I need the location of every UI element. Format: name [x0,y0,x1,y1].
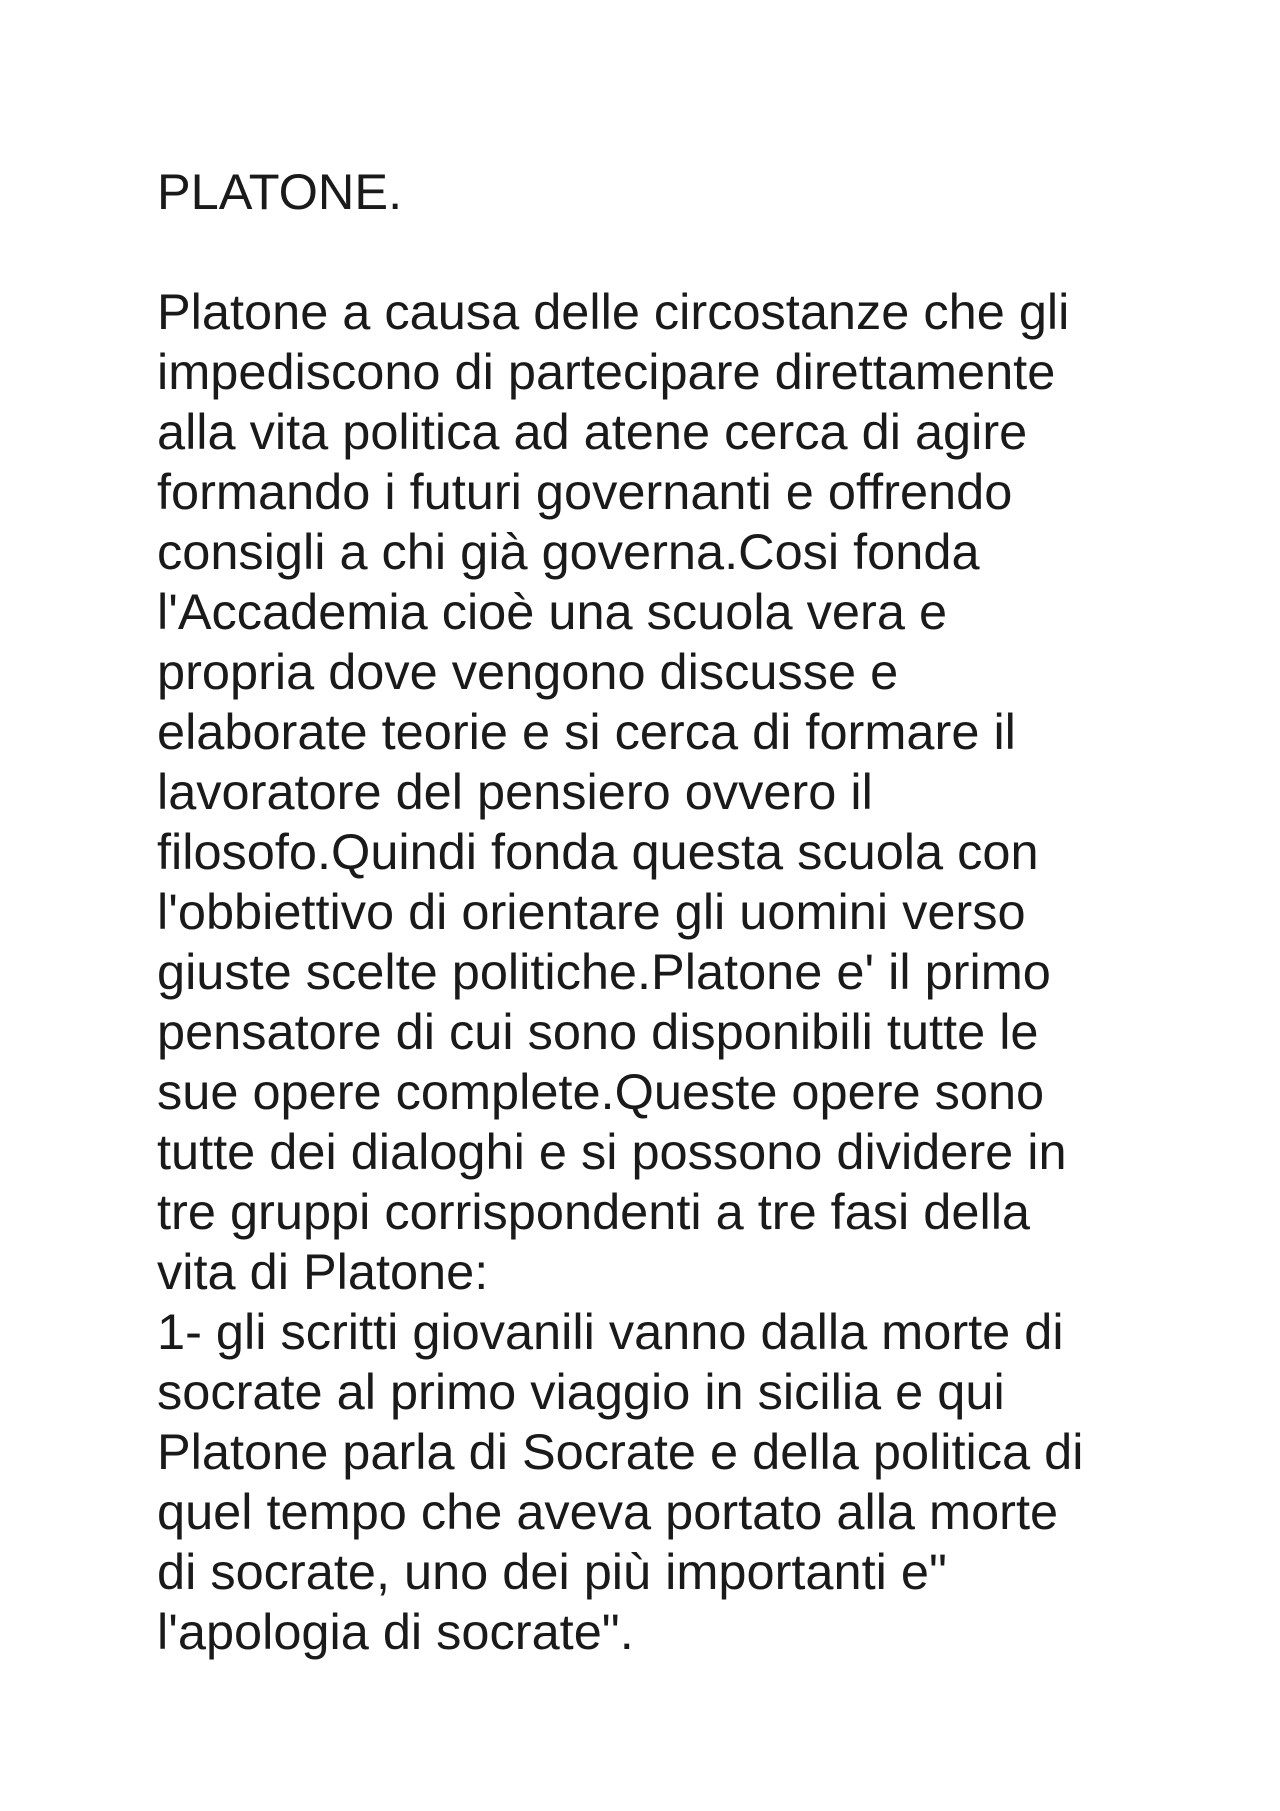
blank-line [157,222,1157,282]
list-item-line: 1- gli scritti giovanili vanno dalla morte di [157,1303,1064,1360]
text-line: socrate al primo viaggio in sicilia e qui [157,1363,1005,1420]
text-line: elaborate teorie e si cerca di formare il [157,703,1016,760]
text-line: l'obbiettivo di orientare gli uomini verso [157,883,1026,940]
text-line: consigli a chi già governa.Cosi fonda [157,523,980,580]
text-line: vita di Platone: [157,1243,489,1300]
text-line: formando i futuri governanti e offrendo [157,463,1013,520]
text-line: tutte dei dialoghi e si possono dividere in [157,1123,1067,1180]
document-title: PLATONE. [157,163,403,220]
text-line: impediscono di partecipare direttamente [157,343,1056,400]
text-line: Platone parla di Socrate e della politica di [157,1423,1084,1480]
text-line: giuste scelte politiche.Platone e' il primo [157,943,1051,1000]
text-line: tre gruppi corrispondenti a tre fasi della [157,1183,1030,1240]
text-line: sue opere complete.Queste opere sono [157,1063,1045,1120]
text-line: quel tempo che aveva portato alla morte [157,1483,1059,1540]
text-line: alla vita politica ad atene cerca di agire [157,403,1028,460]
text-line: propria dove vengono discusse e [157,643,899,700]
text-line: pensatore di cui sono disponibili tutte le [157,1003,1039,1060]
text-line: di socrate, uno dei più importanti e" [157,1543,947,1600]
text-line: filosofo.Quindi fonda questa scuola con [157,823,1039,880]
text-line: Platone a causa delle circostanze che gli [157,283,1070,340]
document-body [157,162,1157,1662]
text-line: l'Accademia cioè una scuola vera e [157,583,948,640]
text-line: lavoratore del pensiero ovvero il [157,763,873,820]
text-line: l'apologia di socrate". [157,1603,634,1660]
